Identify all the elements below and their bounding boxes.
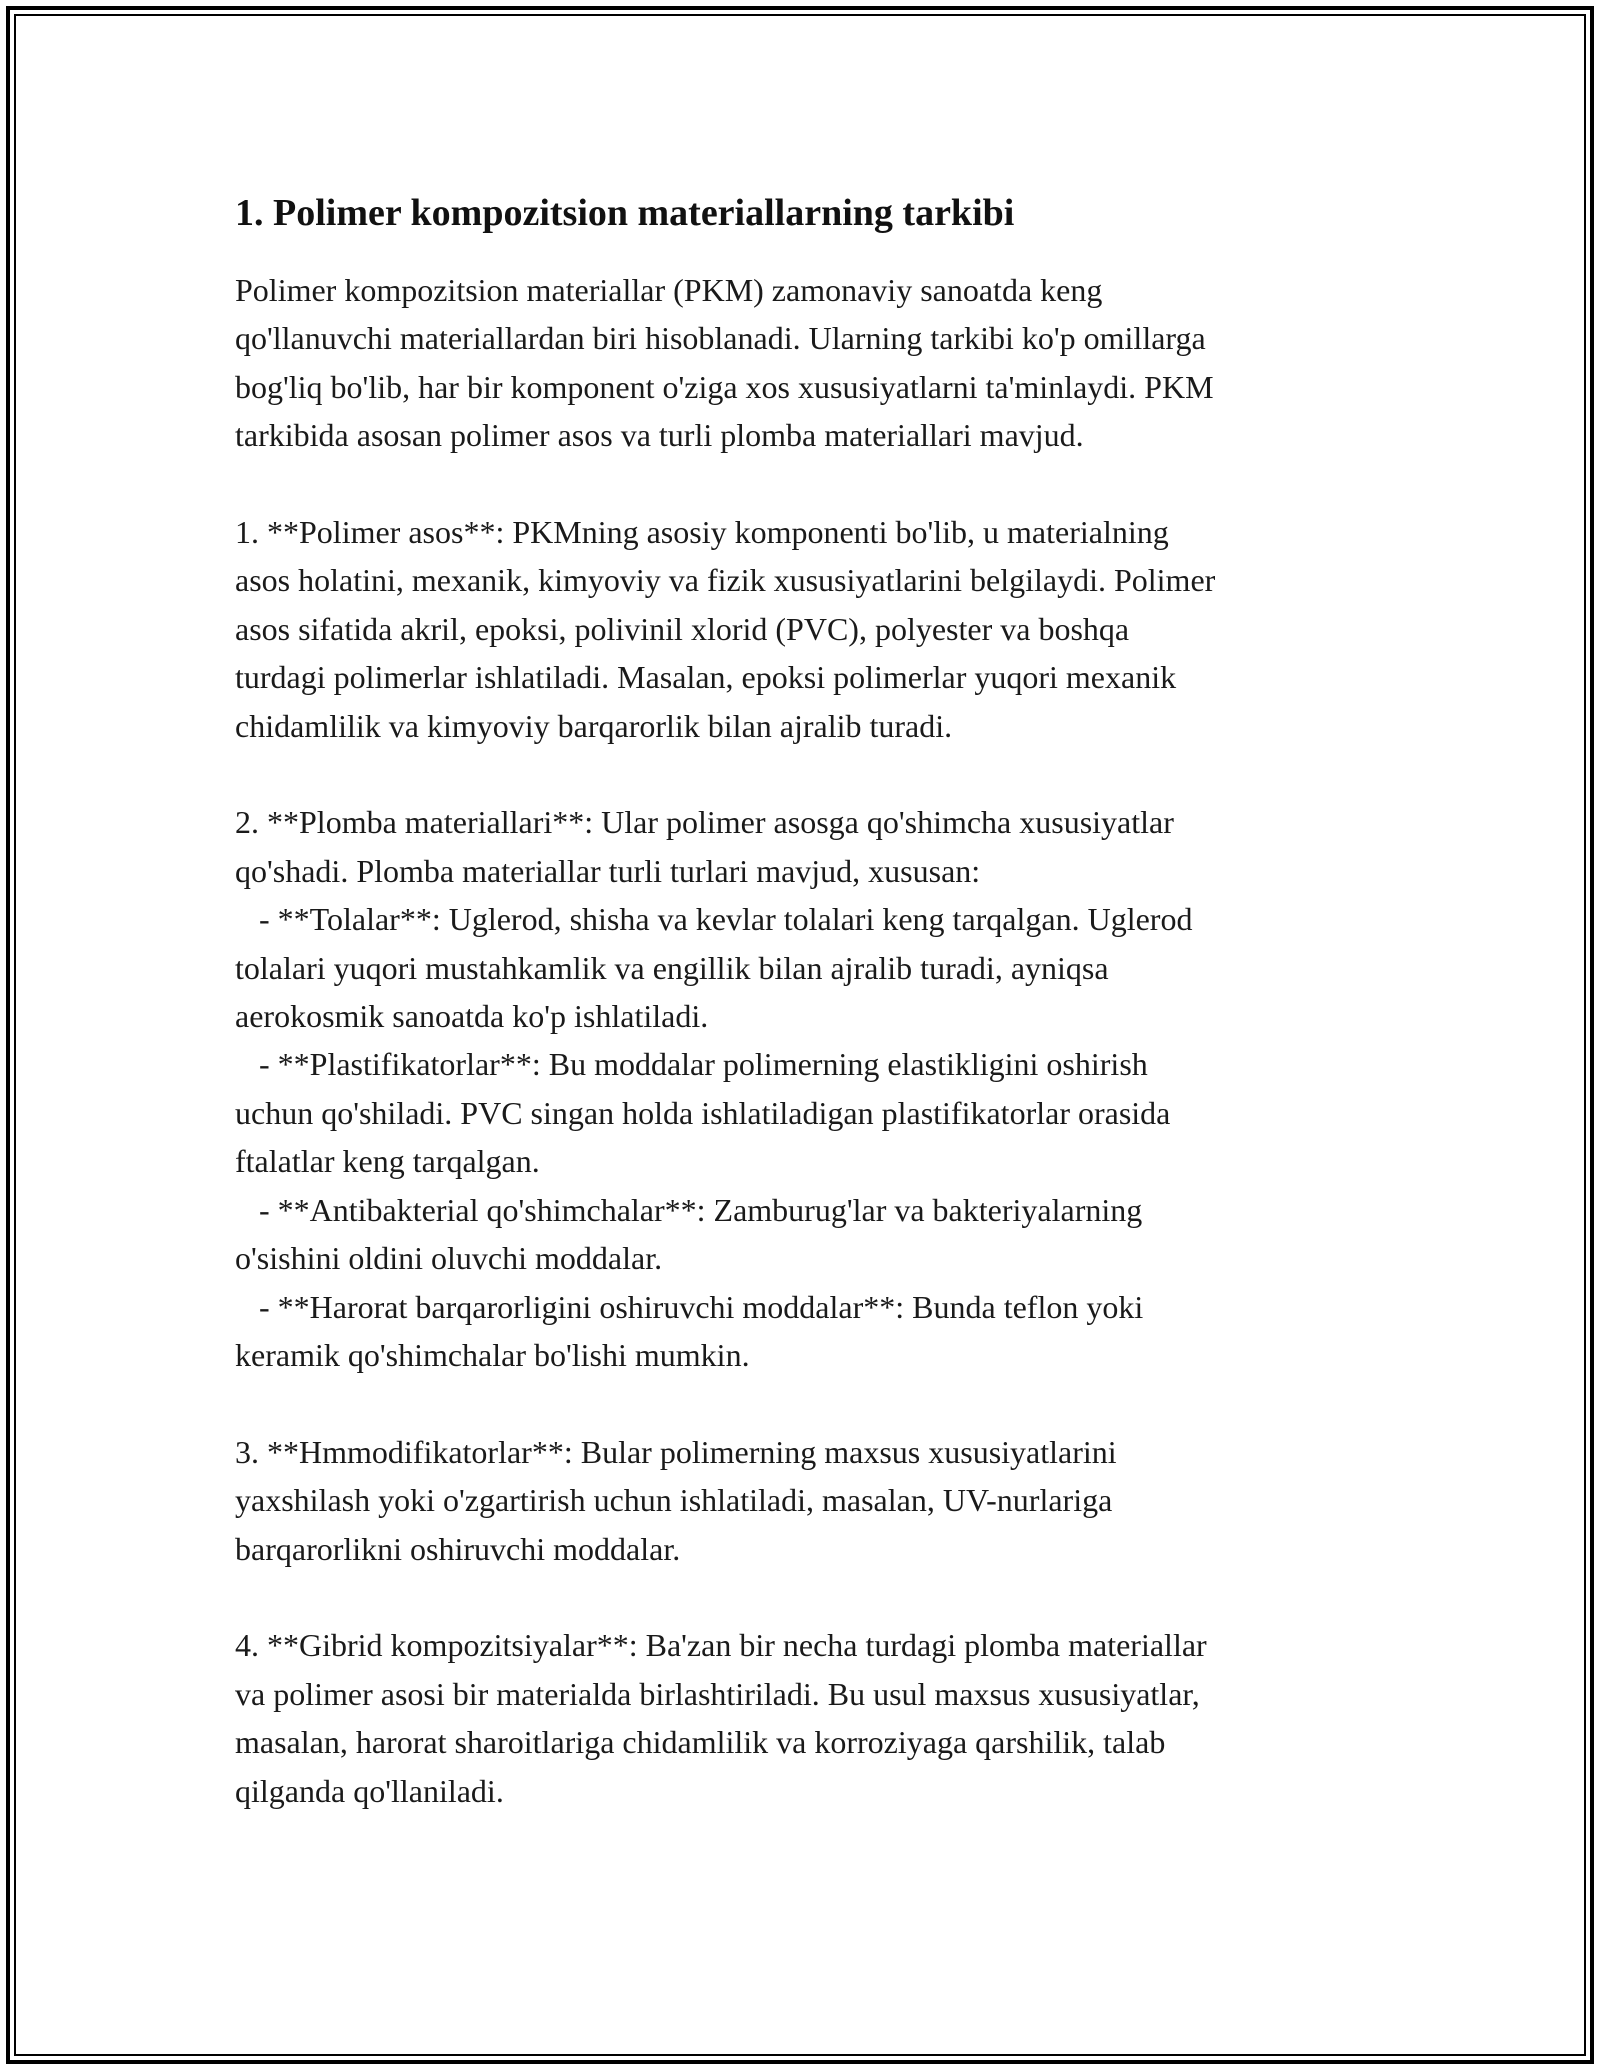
text-line: ftalatlar keng tarqalgan. xyxy=(235,1143,540,1180)
text-line: tarkibida asosan polimer asos va turli plomba materiallari mavjud. xyxy=(235,417,1084,454)
text-line: uchun qo'shiladi. PVC singan holda ishlatiladigan plastifikatorlar orasida xyxy=(235,1094,1171,1131)
text-line: asos sifatida akril, epoksi, polivinil xlorid (PVC), polyester va boshqa xyxy=(235,610,1130,647)
paragraph-gap xyxy=(235,1379,1365,1427)
document-title: 1. Polimer kompozitsion materiallarning tarkibi xyxy=(235,192,1015,234)
sub-item-plastifikatorlar: - **Plastifikatorlar**: Bu moddalar polimerning elastikligini oshirish xyxy=(235,1046,1148,1083)
text-line: yaxshilash yoki o'zgartirish uchun ishlatiladi, masalan, UV-nurlariga xyxy=(235,1482,1113,1519)
paragraph-gap xyxy=(235,750,1365,798)
sub-item-harorat: - **Harorat barqarorligini oshiruvchi moddalar**: Bunda teflon yoki xyxy=(235,1288,1144,1325)
text-line: chidamlilik va kimyoviy barqarorlik bilan ajralib turadi. xyxy=(235,707,953,744)
section-plomba-materiallari xyxy=(235,798,1365,1379)
text-line: aerokosmik sanoatda ko'p ishlatiladi. xyxy=(235,998,709,1035)
section-modifikatorlar xyxy=(235,1428,1365,1573)
section-gibrid-kompozitsiyalar xyxy=(235,1621,1365,1815)
text-line: 1. **Polimer asos**: PKMning asosiy komponenti bo'lib, u materialning xyxy=(235,514,1169,551)
text-line: 4. **Gibrid kompozitsiyalar**: Ba'zan bir necha turdagi plomba materiallar xyxy=(235,1627,1207,1664)
text-line: keramik qo'shimchalar bo'lishi mumkin. xyxy=(235,1336,750,1373)
text-line: qo'llanuvchi materiallardan biri hisoblanadi. Ularning tarkibi ko'p omillarga xyxy=(235,320,1206,357)
document-body xyxy=(235,188,1365,1815)
text-line: tolalari yuqori mustahkamlik va engillik bilan ajralib turadi, ayniqsa xyxy=(235,949,1109,986)
text-line: qo'shadi. Plomba materiallar turli turlari mavjud, xususan: xyxy=(235,852,981,889)
text-line: masalan, harorat sharoitlariga chidamlilik va korroziyaga qarshilik, talab xyxy=(235,1724,1166,1761)
text-line: bog'liq bo'lib, har bir komponent o'ziga xos xususiyatlarni ta'minlaydi. PKM xyxy=(235,368,1214,405)
text-line: asos holatini, mexanik, kimyoviy va fizik xususiyatlarini belgilaydi. Polimer xyxy=(235,562,1216,599)
text-line: va polimer asosi bir materialda birlashtiriladi. Bu usul maxsus xususiyatlar, xyxy=(235,1675,1200,1712)
text-line: qilganda qo'llaniladi. xyxy=(235,1772,504,1809)
section-polimer-asos xyxy=(235,508,1365,750)
sub-item-antibakterial: - **Antibakterial qo'shimchalar**: Zamburug'lar va bakteriyalarning xyxy=(235,1191,1143,1228)
text-line: barqarorlikni oshiruvchi moddalar. xyxy=(235,1530,681,1567)
sub-item-tolalar: - **Tolalar**: Uglerod, shisha va kevlar tolalari keng tarqalgan. Uglerod xyxy=(235,901,1193,938)
text-line: Polimer kompozitsion materiallar (PKM) zamonaviy sanoatda keng xyxy=(235,272,1103,308)
text-line: o'sishini oldini oluvchi moddalar. xyxy=(235,1240,663,1277)
text-line: 2. **Plomba materiallari**: Ular polimer asosga qo'shimcha xususiyatlar xyxy=(235,804,1174,841)
paragraph-gap xyxy=(235,460,1365,508)
text-line: turdagi polimerlar ishlatiladi. Masalan, epoksi polimerlar yuqori mexanik xyxy=(235,659,1177,696)
paragraph-gap xyxy=(235,1573,1365,1621)
text-line: 3. **Hmmodifikatorlar**: Bular polimerning maxsus xususiyatlarini xyxy=(235,1433,1117,1470)
intro-paragraph xyxy=(235,266,1365,460)
